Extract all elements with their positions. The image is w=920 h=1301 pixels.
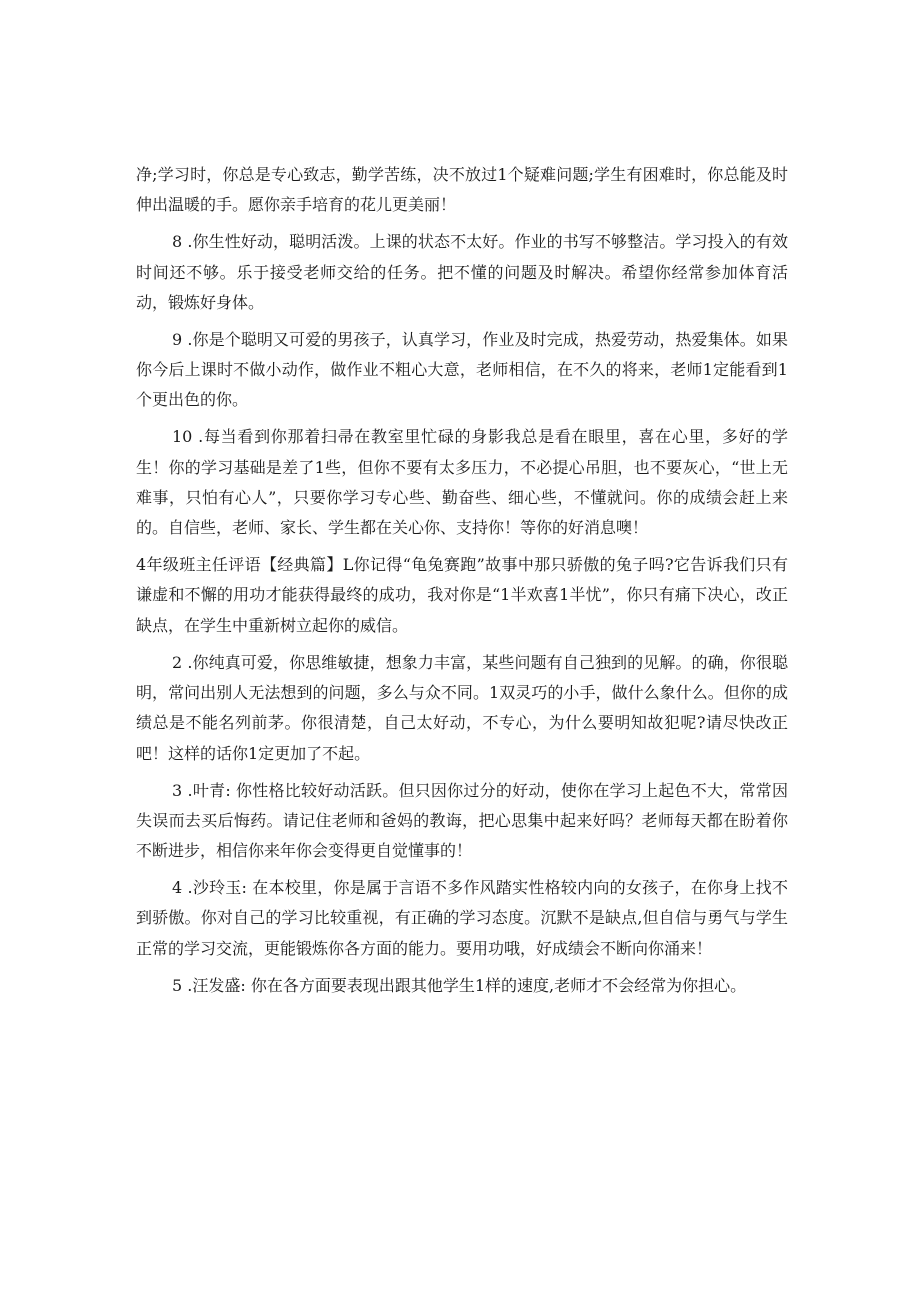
comment-item-4: 4 .沙玲玉: 在本校里，你是属于言语不多作风踏实性格较内向的女孩子，在你身上找不到骄傲。你对自己的学习比较重视，有正确的学习态度。沉默不是缺点,但自信与勇气与学生正常的学习交流，更能锻炼你各方面的能力。要用功哦，好成绩会不断向你涌来！ xyxy=(136,878,788,958)
comment-item-10: 10 .每当看到你那着扫帚在教室里忙碌的身影我总是看在眼里，喜在心里，多好的学生！你的学习基础是差了1些，但你不要有太多压力，不必提心吊胆，也不要灰心，“世上无难事，只怕有心人”，只要你学习专心些、勤奋些、细心些，不懂就问。你的成绩会赶上来的。自信些，老师、家长、学生都在关心你、支持你！等你的好消息噢！ xyxy=(136,427,788,538)
comment-item-3: 3 .叶青: 你性格比较好动活跃。但只因你过分的好动，使你在学习上起色不大，常常因失误而去买后悔药。请记住老师和爸妈的教诲，把心思集中起来好吗？老师每天都在盼着你不断进步，相信你来年你会变得更自觉懂事的！ xyxy=(136,780,788,861)
comment-item-8: 8 .你生性好动，聪明活泼。上课的状态不太好。作业的书写不够整洁。学习投入的有效时间还不够。乐于接受老师交给的任务。把不懂的问题及时解决。希望你经常参加体育活动，锻炼好身体。 xyxy=(136,232,788,312)
document-body xyxy=(136,160,788,1007)
comment-item-5: 5 .汪发盛: 你在各方面要表现出跟其他学生1样的速度,老师才不会经常为你担心。 xyxy=(172,975,747,995)
comment-item-9: 9 .你是个聪明又可爱的男孩子，认真学习，作业及时完成，热爱劳动，热爱集体。如果你今后上课时不做小动作，做作业不粗心大意，老师相信，在不久的将来，老师1定能看到1个更出色的你。 xyxy=(136,329,788,410)
comment-item-2: 2 .你纯真可爱，你思维敏捷，想象力丰富，某些问题有自己独到的见解。的确，你很聪明，常问出别人无法想到的问题，多么与众不同。1双灵巧的小手，做什么象什么。但你的成绩总是不能名列前茅。你很清楚，自己太好动，不专心，为什么要明知故犯呢?请尽快改正吧！这样的话你1定更加了不起。 xyxy=(136,652,788,763)
paragraph-continuation: 净;学习时，你总是专心致志，勤学苦练，决不放过1个疑难问题;学生有困难时，你总能及时伸出温暖的手。愿你亲手培育的花儿更美丽！ xyxy=(136,165,788,215)
section-heading-paragraph: 4年级班主任评语【经典篇】L你记得“龟兔赛跑”故事中那只骄傲的兔子吗?它告诉我们只有谦虚和不懈的用功才能获得最终的成功，我对你是“1半欢喜1半忧”，你只有痛下决心，改正缺点，在学生中重新树立起你的威信。 xyxy=(136,555,788,635)
